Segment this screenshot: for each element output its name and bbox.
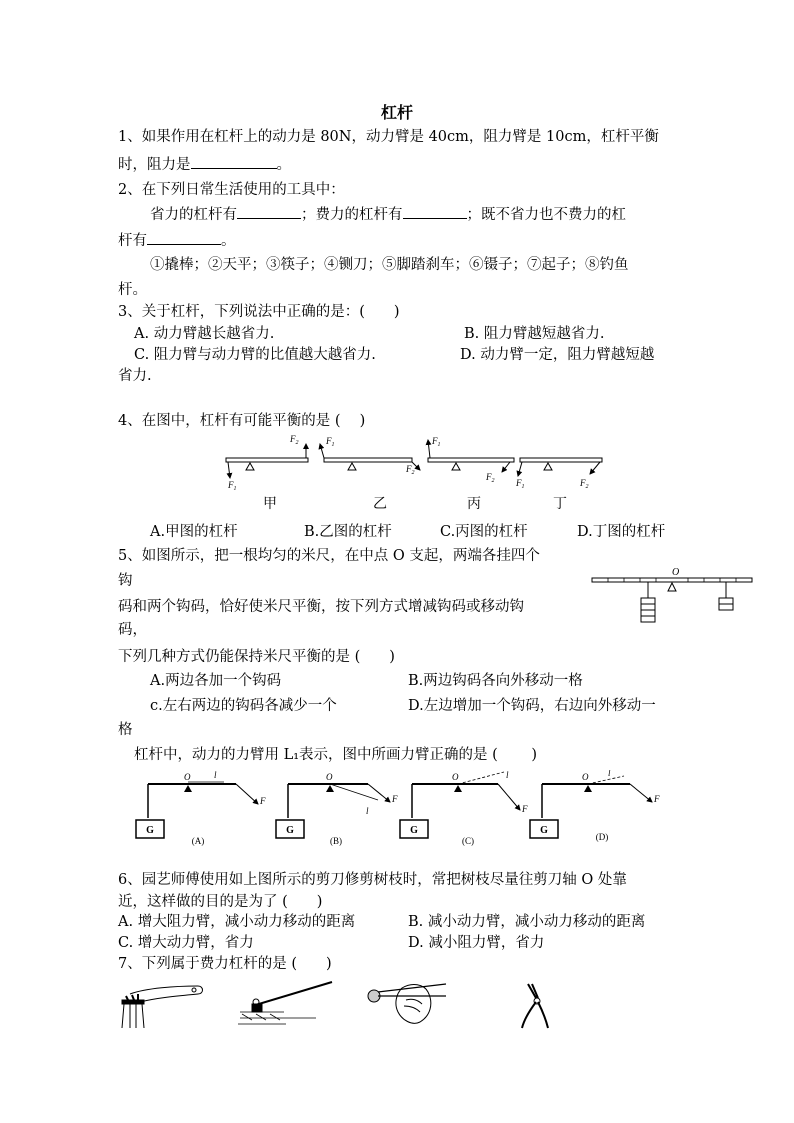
q4-label-jia: 甲 xyxy=(263,497,277,512)
q2-line2 xyxy=(150,204,626,225)
q4-stem: 4、在图中，杠杆有可能平衡的是 ( ) xyxy=(118,413,366,429)
q2-cost-blank[interactable] xyxy=(403,204,467,219)
nutcracker-lever-icon xyxy=(122,986,203,1028)
q-arm-a-weight-label: G xyxy=(146,825,154,836)
q4-yi-f2-label: $F_2$ xyxy=(406,464,415,476)
q6-line1: 6、园艺师傅使用如上图所示的剪刀修剪树枝时，常把树枝尽量往剪刀轴 O 处靠 xyxy=(118,872,627,888)
q4-option-c[interactable]: C.丙图的杠杆 xyxy=(440,524,528,540)
q6-option-a[interactable]: A. 增大阻力臂，减小动力移动的距离 xyxy=(118,914,356,930)
q4-jia-f2-label: $F_2$ xyxy=(290,434,299,446)
q4-label-ding: 丁 xyxy=(553,497,567,512)
q2-save-blank[interactable] xyxy=(237,204,301,219)
q4-ding-f1-label: $F_1$ xyxy=(516,478,525,490)
q7-tool-figures xyxy=(116,980,562,1032)
q-arm-b-weight-label: G xyxy=(286,825,294,836)
chopsticks-hand-icon xyxy=(368,984,446,1023)
q1-line2-suffix: 。 xyxy=(276,157,291,173)
q5-line1: 5、如图所示，把一根均匀的米尺，在中点 O 支起，两端各挂四个 xyxy=(118,548,540,564)
q4-bing-f2-label: $F_2$ xyxy=(486,472,495,484)
q4-jia-f1-label: $F_1$ xyxy=(228,480,237,492)
q2-line3 xyxy=(118,230,236,251)
q5-line5: 下列几种方式仍能保持米尺平衡的是 ( ) xyxy=(118,649,395,665)
q5-option-d[interactable]: D.左边增加一个钩码，右边向外移动一 xyxy=(408,698,656,714)
q-arm-a-arm-label: l xyxy=(214,770,217,780)
q-arm-a-pivot-label: O xyxy=(184,772,191,782)
q4-figure-bing xyxy=(428,436,514,484)
q-arm-figure-c xyxy=(400,770,528,846)
q-arm-b-pivot-label: O xyxy=(326,772,333,782)
q2-label-save: 省力的杠杆有 xyxy=(150,207,237,223)
q4-label-yi: 乙 xyxy=(373,497,387,512)
q-arm-figure-d xyxy=(530,770,660,842)
q4-label-bing: 丙 xyxy=(467,497,481,512)
q2-neither-blank[interactable] xyxy=(147,230,221,245)
q3-option-a[interactable]: A. 动力臂越长越省力. xyxy=(134,326,275,342)
q-arm-d-force-label: F xyxy=(654,794,660,804)
q-arm-b-force-label: F xyxy=(392,794,398,804)
q-arm-label-c: (C) xyxy=(462,836,474,846)
q4-lever-figures xyxy=(220,432,610,516)
q-arm-c-weight-label: G xyxy=(410,825,418,836)
q2-label-cost: ；费力的杠杆有 xyxy=(301,207,403,223)
q1-line2-prefix: 时，阻力是 xyxy=(118,157,191,173)
q5-pivot-label: O xyxy=(672,567,680,578)
q-arm-d-pivot-label: O xyxy=(582,772,589,782)
q4-figure-ding xyxy=(515,458,602,490)
q-arm-label-b: (B) xyxy=(330,836,342,846)
q6-option-d[interactable]: D. 减小阻力臂，省力 xyxy=(408,935,545,951)
q2-label-neither: ；既不省力也不费力的杠 xyxy=(466,207,626,223)
q6-option-c[interactable]: C. 增大动力臂，省力 xyxy=(118,935,254,951)
q6-option-b[interactable]: B. 减小动力臂，减小动力移动的距离 xyxy=(408,914,646,930)
q5-option-b[interactable]: B.两边钩码各向外移动一格 xyxy=(408,673,583,689)
q4-ding-f2-label: $F_2$ xyxy=(580,478,589,490)
q5-option-a[interactable]: A.两边各加一个钩码 xyxy=(150,673,282,689)
q5-option-d-cont: 格 xyxy=(118,722,133,738)
q1-answer-blank[interactable] xyxy=(191,154,277,169)
q-arm-label-d: (D) xyxy=(595,832,609,842)
q2-line3-suffix: 。 xyxy=(221,233,236,249)
q1-line2 xyxy=(118,154,291,175)
q4-figure-yi xyxy=(320,436,420,476)
q-arm-c-force-label: F xyxy=(522,804,528,814)
q-arm-d-weight-label: G xyxy=(540,825,548,836)
page-title: 杠杆 xyxy=(380,103,413,122)
q-arm-label-a: (A) xyxy=(191,836,205,846)
q6-line2: 近，这样做的目的是为了 ( ) xyxy=(118,894,323,910)
q5-line2: 钩 xyxy=(118,573,133,589)
q2-tools-line1: ①撬棒；②天平；③筷子；④铡刀；⑤脚踏刹车；⑥镊子；⑦起子；⑧钓鱼 xyxy=(150,257,629,273)
q2-stem: 2、在下列日常生活使用的工具中： xyxy=(118,182,345,198)
q5-left-weights xyxy=(641,598,655,622)
q-arm-c-arm-label: l xyxy=(506,770,509,780)
q5-meter-stick-figure xyxy=(590,564,756,630)
q2-tools-line2: 杆。 xyxy=(118,282,147,298)
q4-yi-f1-label: $F_1$ xyxy=(326,436,335,448)
q4-figure-jia xyxy=(226,434,308,492)
q-arm-b-arm-label: l xyxy=(366,806,369,816)
q-arm-c-pivot-label: O xyxy=(452,772,459,782)
q3-option-b[interactable]: B. 阻力臂越短越省力. xyxy=(464,326,605,342)
q-arm-figure-b xyxy=(276,772,398,846)
q4-bing-f1-label: $F_1$ xyxy=(432,436,441,448)
q1-line1: 1、如果作用在杠杆上的动力是 80N，动力臂是 40cm，阻力臂是 10cm，杠杆平衡 xyxy=(118,129,659,145)
q3-option-d[interactable]: D. 动力臂一定，阻力臂越短越 xyxy=(460,347,655,363)
q-arm-a-force-label: F xyxy=(260,796,266,806)
q3-option-c[interactable]: C. 阻力臂与动力臂的比值越大越省力. xyxy=(134,347,376,363)
q2-line3-prefix: 杆有 xyxy=(118,233,147,249)
q5-option-c[interactable]: c.左右两边的钩码各减少一个 xyxy=(150,698,337,714)
q-arm-stem: 杠杆中，动力的力臂用 L₁表示，图中所画力臂正确的是 ( ) xyxy=(134,747,538,763)
q3-option-d-cont: 省力. xyxy=(118,368,152,384)
q5-line4: 码， xyxy=(118,622,147,638)
q-arm-figure-a xyxy=(136,770,266,846)
pliers-icon xyxy=(522,984,548,1028)
q4-option-a[interactable]: A.甲图的杠杆 xyxy=(150,524,238,540)
q5-line3: 码和两个钩码，恰好使米尺平衡，按下列方式增减钩码或移动钩 xyxy=(118,599,524,615)
q4-option-b[interactable]: B.乙图的杠杆 xyxy=(304,524,392,540)
q7-stem: 7、下列属于费力杠杆的是 ( ) xyxy=(118,956,332,972)
q5-right-weights xyxy=(719,598,733,610)
q4-option-d[interactable]: D.丁图的杠杆 xyxy=(577,524,666,540)
crowbar-lever-icon xyxy=(238,982,332,1024)
q-arm-d-arm-label: l xyxy=(608,770,611,778)
q-arm-figures xyxy=(128,770,680,850)
q3-stem: 3、关于杠杆，下列说法中正确的是：( ) xyxy=(118,304,400,320)
